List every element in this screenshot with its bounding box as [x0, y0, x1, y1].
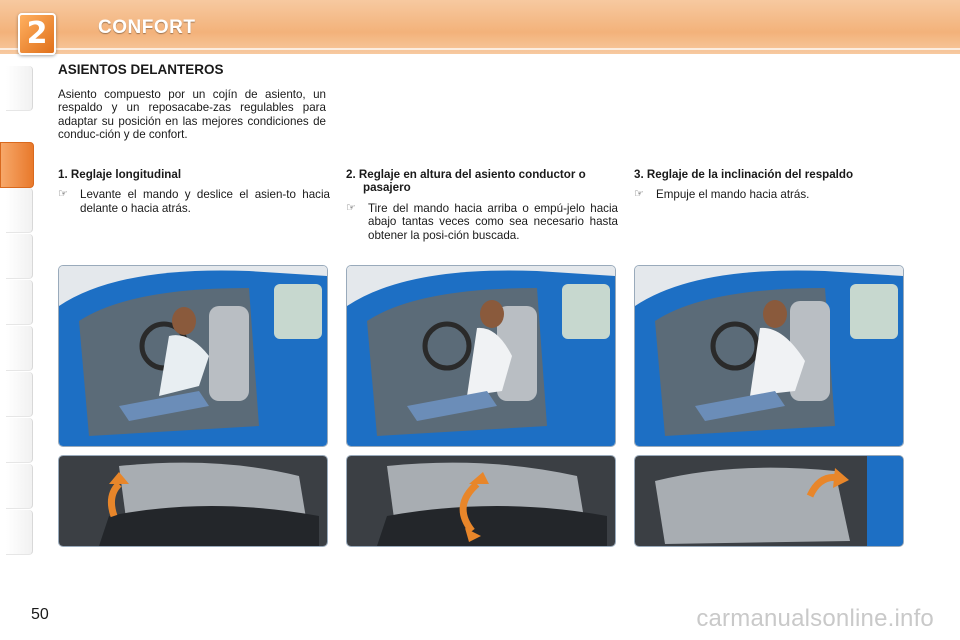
- step-1-text: Levante el mando y deslice el asien-to hacia delante o hacia atrás.: [80, 188, 330, 215]
- car-illustration-2: [346, 265, 616, 447]
- seat-closeup-2: [346, 455, 616, 547]
- side-tab-8[interactable]: [6, 418, 33, 463]
- chapter-side-tabs: [0, 66, 34, 576]
- seat-closeup-1: [58, 455, 328, 547]
- pointing-hand-icon: ☞: [634, 188, 644, 201]
- step-2: [346, 168, 618, 242]
- intro-paragraph: Asiento compuesto por un cojín de asiento, un respaldo y un reposacabe-zas regulables para adaptar su posición en las mejores condiciones de conduc-ción y de confort.: [58, 88, 326, 142]
- step-2-heading: 2. Reglaje en altura del asiento conductor o pasajero: [346, 168, 586, 195]
- side-tab-1[interactable]: [6, 66, 33, 111]
- chapter-header: [0, 0, 960, 54]
- car-illustration-3: [634, 265, 904, 447]
- side-tab-4[interactable]: [6, 234, 33, 279]
- side-tab-10[interactable]: [6, 510, 33, 555]
- step-1-heading: 1. Reglaje longitudinal: [58, 168, 182, 181]
- step-1: [58, 168, 330, 215]
- seat-closeup-3: [634, 455, 904, 547]
- side-tab-3[interactable]: [6, 188, 33, 233]
- header-divider: [0, 48, 960, 50]
- side-tab-2-active[interactable]: [0, 142, 34, 188]
- side-tab-7[interactable]: [6, 372, 33, 417]
- side-tab-5[interactable]: [6, 280, 33, 325]
- car-illustration-1: [58, 265, 328, 447]
- step-2-text: Tire del mando hacia arriba o empú-jelo hacia abajo tantas veces como sea necesario hasta obtener la posi-ción buscada.: [368, 201, 618, 242]
- step-3-heading: 3. Reglaje de la inclinación del respaldo: [634, 168, 854, 181]
- pointing-hand-icon: ☞: [58, 188, 68, 201]
- chapter-title: CONFORT: [98, 17, 196, 38]
- step-3-text: Empuje el mando hacia atrás.: [656, 188, 810, 202]
- side-tab-9[interactable]: [6, 464, 33, 509]
- section-title: ASIENTOS DELANTEROS: [58, 62, 224, 77]
- chapter-number-badge: 2: [18, 13, 56, 55]
- watermark: carmanualsonline.info: [696, 605, 934, 632]
- side-tab-6[interactable]: [6, 326, 33, 371]
- step-3: [634, 168, 896, 202]
- pointing-hand-icon: ☞: [346, 201, 356, 214]
- page-number: 50: [31, 606, 49, 623]
